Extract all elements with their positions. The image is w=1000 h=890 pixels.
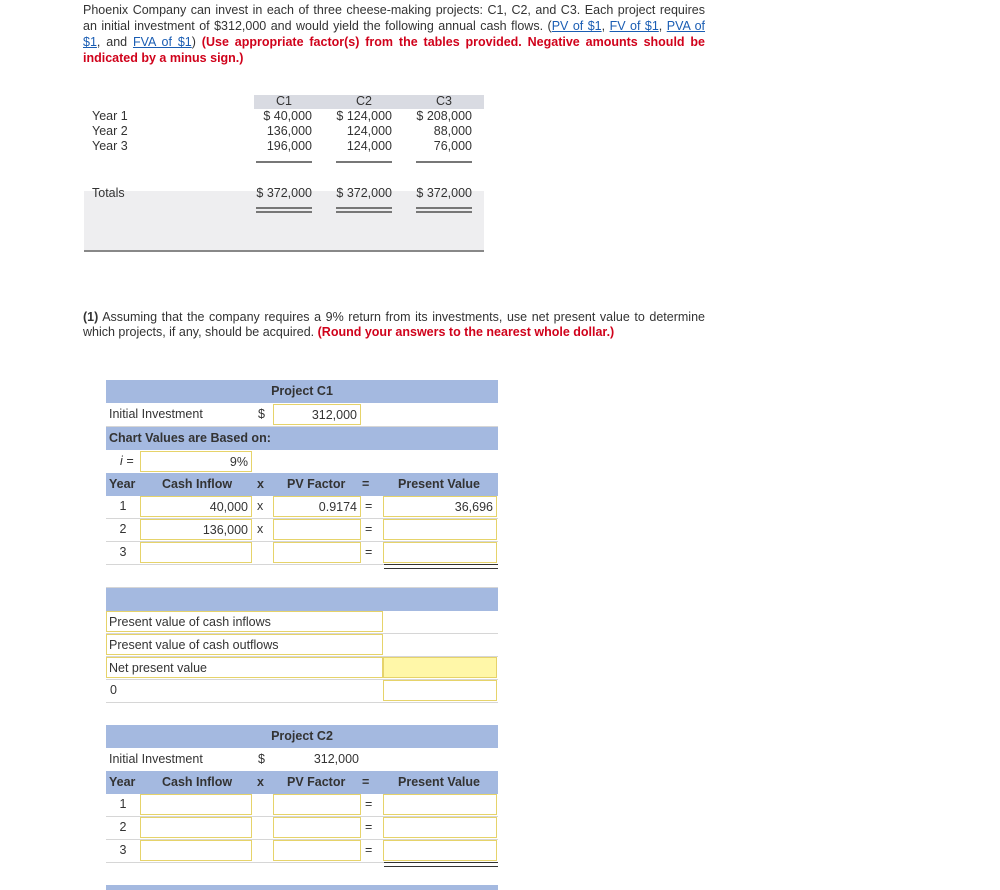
underline <box>256 161 312 163</box>
year-cell: 3 <box>119 545 127 559</box>
cash-inflow-input[interactable]: 136,000 <box>140 519 252 540</box>
initial-investment-label: Initial Investment <box>109 752 203 766</box>
pv-factor-input[interactable] <box>273 542 361 563</box>
equals-sign: = <box>365 522 373 536</box>
equals-sign: = <box>365 545 373 559</box>
pv-factor-input[interactable] <box>273 840 361 861</box>
sum-double-line <box>384 862 498 867</box>
row-label: Year 3 <box>92 139 128 153</box>
cash-flow-table <box>84 95 484 255</box>
zero-value: 0 <box>110 683 117 697</box>
cell-value: $ 124,000 <box>336 109 392 123</box>
cash-inflow-input[interactable] <box>140 542 252 563</box>
cell-value: 136,000 <box>266 124 312 138</box>
col-cash-inflow: Cash Inflow <box>162 477 233 491</box>
present-value-input[interactable] <box>383 519 497 540</box>
col-year: Year <box>109 477 136 491</box>
equals-sign: = <box>365 843 373 857</box>
col-pv-factor: PV Factor <box>287 775 346 789</box>
problem-statement: Phoenix Company can invest in each of three cheese-making projects: C1, C2, and C3. Each project requires an initial investment of $312,000 and would yield the following annual cash flows. (PV of $1, FV of $1, PVA of $1, and FVA of $1) (Use appropriate factor(s) from the tables provided. Negative amounts should be indicated by a minus sign.) <box>83 3 706 65</box>
cell-value: 88,000 <box>433 124 472 138</box>
cell-value: 124,000 <box>346 124 392 138</box>
project-title: Project C2 <box>271 729 333 743</box>
present-value-input[interactable] <box>383 840 497 861</box>
initial-investment-value: 312,000 <box>313 752 359 766</box>
row-label: Year 2 <box>92 124 128 138</box>
initial-investment-input[interactable]: 312,000 <box>273 404 361 425</box>
year-cell: 2 <box>119 820 127 834</box>
table-bottom-border <box>84 250 484 252</box>
col-pv-factor: PV Factor <box>287 477 346 491</box>
cell-value: 124,000 <box>346 139 392 153</box>
col-cash-inflow: Cash Inflow <box>162 775 233 789</box>
double-underline <box>256 207 312 213</box>
col-equals: = <box>362 477 370 491</box>
times-sign: x <box>257 499 264 513</box>
year-cell: 3 <box>119 843 127 857</box>
year-cell: 1 <box>119 797 127 811</box>
npv-input[interactable] <box>383 657 497 678</box>
underline <box>336 161 392 163</box>
summary-band <box>106 588 498 611</box>
equals-sign: = <box>365 820 373 834</box>
pv-factor-input[interactable] <box>273 794 361 815</box>
col-x: x <box>257 775 264 789</box>
fva-of-1-link[interactable]: FVA of $1 <box>132 35 192 49</box>
cash-inflow-input[interactable] <box>140 817 252 838</box>
npv-label: Net present value <box>106 657 383 678</box>
double-underline <box>416 207 472 213</box>
interest-label: i = <box>120 454 134 468</box>
dollar-sign: $ <box>258 752 265 766</box>
pv-of-1-link[interactable]: PV of $1 <box>551 19 602 33</box>
times-sign: x <box>257 522 264 536</box>
cash-inflow-input[interactable]: 40,000 <box>140 496 252 517</box>
project-c2-worksheet <box>106 725 498 890</box>
col-equals: = <box>362 775 370 789</box>
cell-value: $ 40,000 <box>263 109 312 123</box>
project-title: Project C1 <box>271 384 333 398</box>
pv-factor-input[interactable] <box>273 817 361 838</box>
interest-rate-input[interactable]: 9% <box>140 451 252 472</box>
header-c2: C2 <box>356 94 372 108</box>
year-cell: 2 <box>119 522 127 536</box>
initial-investment-label: Initial Investment <box>109 407 203 421</box>
underline <box>416 161 472 163</box>
col-x: x <box>257 477 264 491</box>
cell-value: 196,000 <box>266 139 312 153</box>
year-cell: 1 <box>119 499 127 513</box>
equals-sign: = <box>365 797 373 811</box>
total-c1: $ 372,000 <box>256 186 312 200</box>
present-value-input[interactable] <box>383 817 497 838</box>
header-c1: C1 <box>276 94 292 108</box>
sum-double-line <box>384 564 498 569</box>
total-c3: $ 372,000 <box>416 186 472 200</box>
summary-band <box>106 885 498 890</box>
pv-outflows-label: Present value of cash outflows <box>106 634 383 655</box>
chart-values-label: Chart Values are Based on: <box>109 431 271 445</box>
fv-of-1-link[interactable]: FV of $1 <box>609 19 659 33</box>
cell-value: $ 208,000 <box>416 109 472 123</box>
col-present-value: Present Value <box>398 477 480 491</box>
project-c1-worksheet <box>106 380 498 705</box>
col-year: Year <box>109 775 136 789</box>
equals-sign: = <box>365 499 373 513</box>
cell-value: 76,000 <box>433 139 472 153</box>
row-label: Year 1 <box>92 109 128 123</box>
instruction-text: (Use appropriate factor(s) from the tables provided. Negative amounts should be indicated by a minus sign.) <box>83 35 706 65</box>
pv-inflows-label: Present value of cash inflows <box>106 611 383 632</box>
total-c2: $ 372,000 <box>336 186 392 200</box>
pv-factor-input[interactable]: 0.9174 <box>273 496 361 517</box>
totals-label: Totals <box>92 186 125 200</box>
decision-input[interactable] <box>383 680 497 701</box>
cash-inflow-input[interactable] <box>140 794 252 815</box>
pv-factor-input[interactable] <box>273 519 361 540</box>
pva-of-1-link[interactable]: PVA of $1 <box>83 19 706 49</box>
cash-inflow-input[interactable] <box>140 840 252 861</box>
present-value-input[interactable] <box>383 542 497 563</box>
present-value-input[interactable] <box>383 794 497 815</box>
header-c3: C3 <box>436 94 452 108</box>
question-1: (1) Assuming that the company requires a 9% return from its investments, use net present value to determine which projects, if any, should be acquired. (Round your answers to the nearest whole dollar.) <box>83 310 705 339</box>
present-value-input[interactable]: 36,696 <box>383 496 497 517</box>
dollar-sign: $ <box>258 407 265 421</box>
col-present-value: Present Value <box>398 775 480 789</box>
double-underline <box>336 207 392 213</box>
